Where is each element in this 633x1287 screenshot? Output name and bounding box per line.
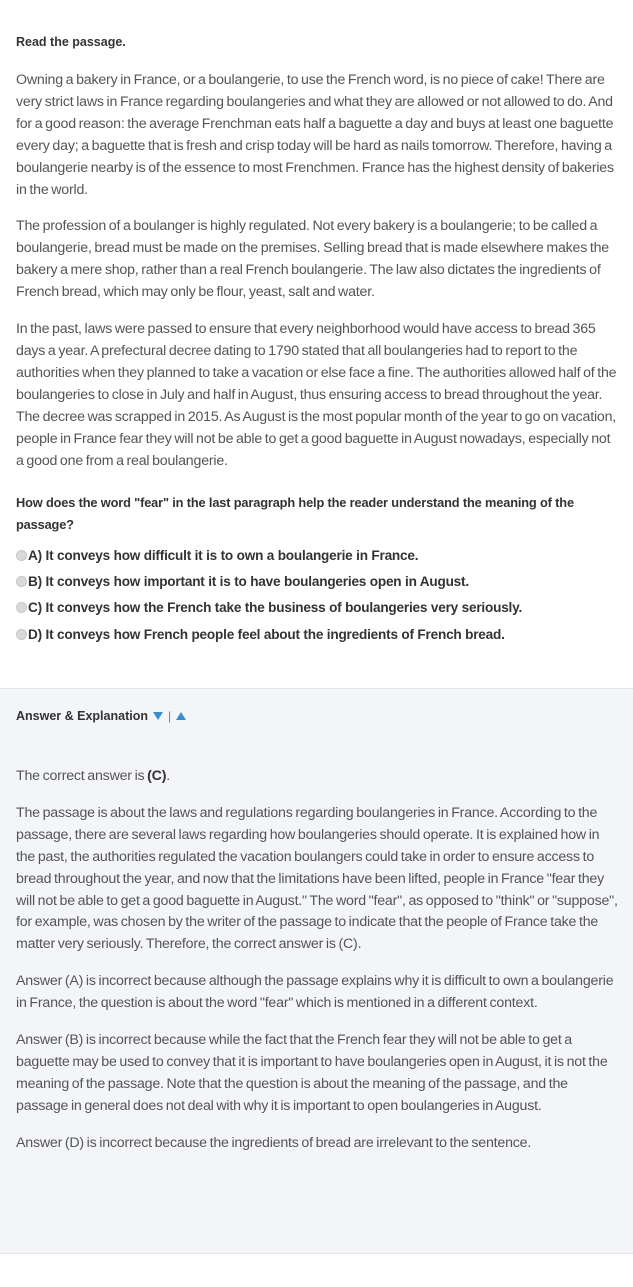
answer-options — [16, 542, 620, 647]
instruction-text: Read the passage. — [16, 35, 126, 49]
passage-paragraph-2: The profession of a boulanger is highly regulated. Not every bakery is a boulangerie; to be called a boulangerie, bread must be made on the premises. Selling bread that is made elsewhere makes the bakery a mere shop, rather than a real French boulangerie. The law also dictates the ingredients of French bread, which may only be flour, yeast, salt and water. — [16, 218, 609, 301]
passage-paragraph-1: Owning a bakery in France, or a boulangerie, to use the French word, is no piece of cake! There are very strict laws in France regarding boulangeries and what they are allowed or not allowed to do. And for a good reason: the average Frenchman eats half a baguette a day and buys at least one baguette every day; a baguette that is fresh and crisp today will be hard as nails tomorrow. Therefore, having a boulangerie nearby is of the essence to most Frenchmen. France has the highest density of bakeries in the world. — [16, 72, 614, 198]
explanation-paragraph-3: Answer (B) is incorrect because while the fact that the French fear they will not be able to get a baguette may be used to convey that it is important to have boulangeries open in August, it is not the meaning of the passage. Note that the question is about the meaning of the passage, and the passage in general does not deal with why it is important to open boulangeries in August. — [16, 1032, 608, 1114]
option-d[interactable] — [16, 621, 620, 647]
expand-down-icon[interactable] — [153, 712, 163, 720]
option-c[interactable] — [16, 595, 620, 621]
radio-button-icon[interactable] — [16, 576, 27, 587]
explanation-title: Answer & Explanation — [16, 709, 148, 723]
passage-paragraph-3: In the past, laws were passed to ensure that every neighborhood would have access to bread 365 days a year. A prefectural decree dating to 1790 stated that all boulangeries had to report to the authorities when they planned to take a vacation or else face a fine. The authorities allowed half of the boulangeries to close in July and half in August, thus ensuring access to bread throughout the year. The decree was scrapped in 2015. As August is the most popular month of the year to go on vacation, people in France fear they will not be able to get a good baguette in August nowadays, especially not a good one from a real boulangerie. — [16, 321, 617, 469]
question-prompt: How does the word "fear" in the last paragraph help the reader understand the meaning of the passage? — [16, 495, 574, 532]
explanation-paragraph-4: Answer (D) is incorrect because the ingredients of bread are irrelevant to the sentence. — [16, 1134, 532, 1151]
explanation-paragraph-2: Answer (A) is incorrect because although the passage explains why it is difficult to own a boulangerie in France, the question is about the word "fear" which is mentioned in a different context. — [16, 973, 614, 1012]
option-a[interactable] — [16, 542, 620, 568]
passage — [16, 70, 620, 487]
radio-button-icon[interactable] — [16, 602, 27, 613]
correct-answer-prefix: The correct answer is — [16, 768, 148, 784]
option-c-label: C) It conveys how the French take the business of boulangeries very seriously. — [28, 600, 523, 616]
explanation-panel — [0, 688, 633, 1254]
radio-button-icon[interactable] — [16, 629, 27, 640]
radio-button-icon[interactable] — [16, 550, 27, 561]
option-b-label: B) It conveys how important it is to have boulangeries open in August. — [28, 573, 469, 589]
toggle-separator: | — [167, 709, 172, 723]
option-b[interactable] — [16, 568, 620, 594]
correct-answer-value: (C) — [147, 768, 167, 784]
collapse-up-icon[interactable] — [176, 712, 186, 720]
explanation-body — [16, 766, 620, 1170]
option-d-label: D) It conveys how French people feel about the ingredients of French bread. — [28, 626, 505, 642]
correct-answer-suffix: . — [166, 768, 171, 784]
correct-answer-line — [16, 766, 620, 788]
option-a-label: A) It conveys how difficult it is to own a boulangerie in France. — [28, 547, 419, 563]
explanation-header — [16, 709, 186, 723]
explanation-paragraph-1: The passage is about the laws and regulations regarding boulangeries in France. According to the passage, there are several laws regarding how boulangeries should operate. It is explained how in the past, the authorities regulated the vacation boulangers could take in order to ensure access to bread throughout the year, and now that the limitations have been lifted, people in France "fear they will not be able to get a good baguette in August." The word "fear", as opposed to "think" or "suppose", for example, was chosen by the writer of the passage to indicate that the people of France take the matter very seriously. Therefore, the correct answer is (C). — [16, 804, 618, 953]
